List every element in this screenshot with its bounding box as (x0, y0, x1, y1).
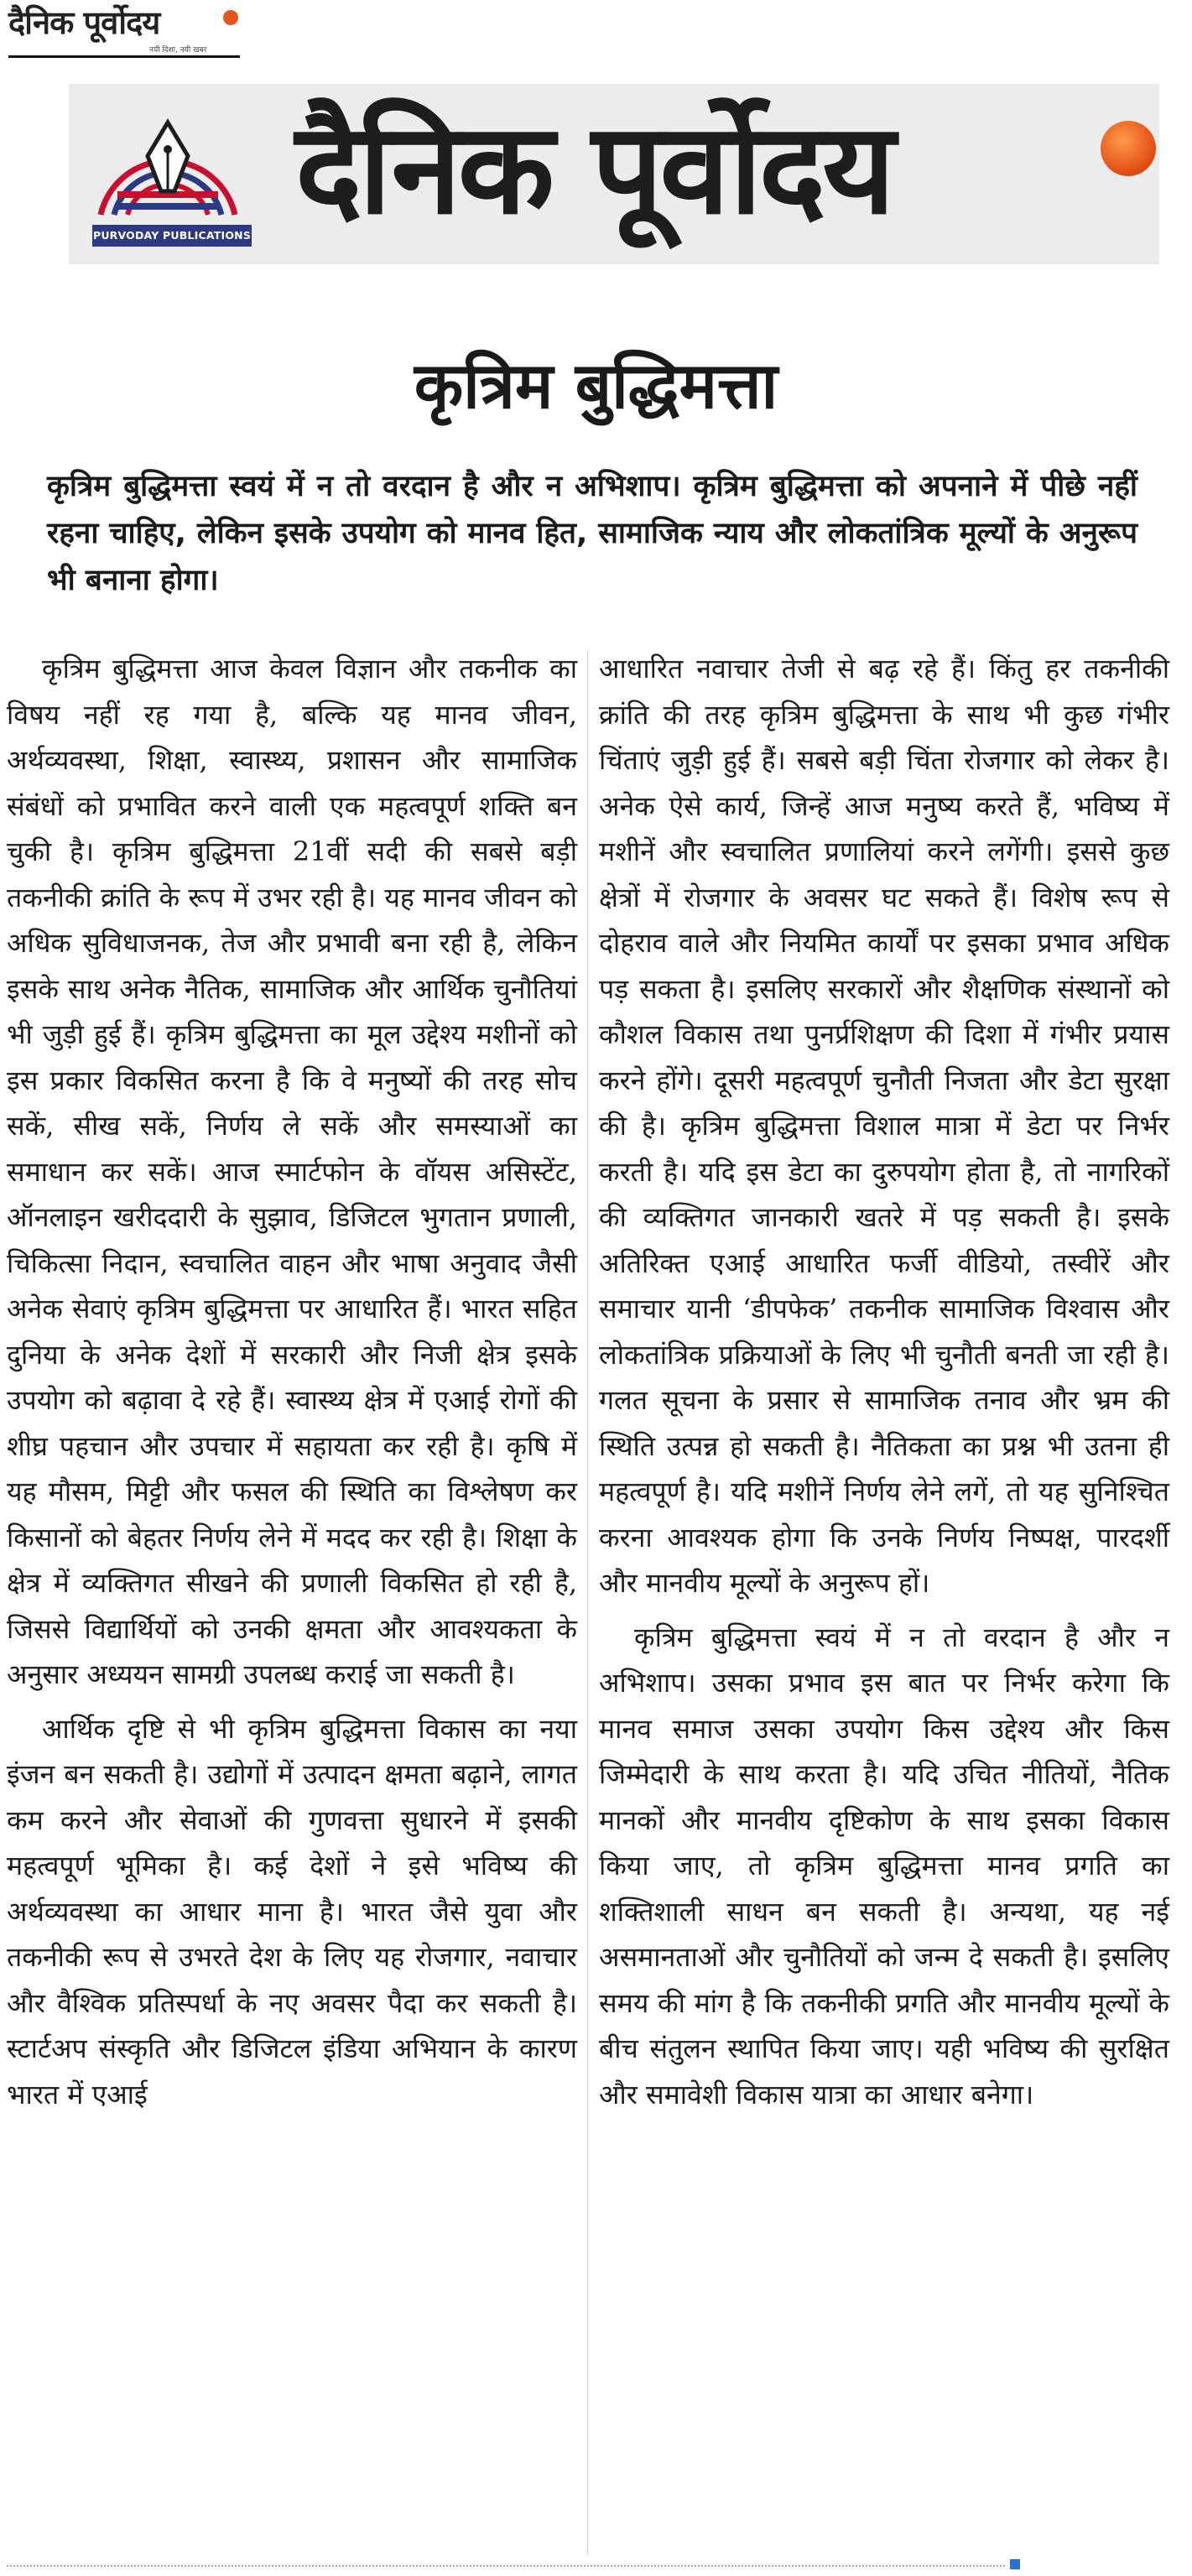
masthead-rule (8, 55, 240, 58)
sun-dot-icon (1101, 121, 1156, 176)
paragraph: कृत्रिम बुद्धिमत्ता स्वयं में न तो वरदान है और न अभिशाप। उसका प्रभाव इस बात पर निर्भर करेगा कि मानव समाज उसका उपयोग किस उद्देश्य और किस जिम्मेदारी के साथ करता है। यदि उचित नीतियों, नैतिक मानकों और मानवीय दृष्टिकोण के साथ इसका विकास किया जाए, तो कृत्रिम बुद्धिमत्ता मानव प्रगति का शक्तिशाली साधन बन सकती है। अन्यथा, यह नई असमानताओं और चुनौतियों को जन्म दे सकती है। इसलिए समय की मांग है कि तकनीकी प्रगति और मानवीय मूल्यों के बीच संतुलन स्थापित किया जाए। यही भविष्य की सुरक्षित और समावेशी विकास यात्रा का आधार बनेगा। (599, 1621, 1169, 2110)
top-masthead (8, 3, 243, 59)
masthead-name: दैनिक पूर्वोदय (8, 4, 160, 41)
footer-mark-icon (1010, 2559, 1020, 2569)
paragraph: आर्थिक दृष्टि से भी कृत्रिम बुद्धिमत्ता विकास का नया इंजन बन सकती है। उद्योगों में उत्पादन क्षमता बढ़ाने, लागत कम करने और सेवाओं की गुणवत्ता सुधारने में इसकी महत्वपूर्ण भूमिका है। कई देशों ने इसे भविष्य की अर्थव्यवस्था का आधार माना है। भारत जैसे युवा और तकनीकी रूप से उभरते देश के लिए यह रोजगार, नवाचार और वैश्विक प्रतिस्पर्धा के नए अवसर पैदा कर सकती है। स्टार्टअप संस्कृति और डिजिटल इंडिया अभियान के कारण भारत में एआई (7, 1712, 577, 2110)
column-divider (587, 650, 588, 2554)
masthead-dot-icon (223, 10, 238, 25)
banner (69, 84, 1159, 264)
banner-title: दैनिक पूर्वोदय (295, 96, 893, 242)
paragraph-continued: आधारित नवाचार तेजी से बढ़ रहे हैं। किंतु हर तकनीकी क्रांति की तरह कृत्रिम बुद्धिमत्ता के साथ भी कुछ गंभीर चिंताएं जुड़ी हुई हैं। सबसे बड़ी चिंता रोजगार को लेकर है। अनेक ऐसे कार्य, जिन्हें आज मनुष्य करते हैं, भविष्य में मशीनें और स्वचालित प्रणालियां करने लगेंगी। इससे कुछ क्षेत्रों में रोजगार के अवसर घट सकते हैं। विशेष रूप से दोहराव वाले और नियमित कार्यों पर इसका प्रभाव अधिक पड़ सकता है। इसलिए सरकारों और शैक्षणिक संस्थानों को कौशल विकास तथा पुनर्प्रशिक्षण की दिशा में गंभीर प्रयास करने होंगे। दूसरी महत्वपूर्ण चुनौती निजता और डेटा सुरक्षा की है। कृत्रिम बुद्धिमत्ता विशाल मात्रा में डेटा पर निर्भर करती है। यदि इस डेटा का दुरुपयोग होता है, तो नागरिकों की व्यक्तिगत जानकारी खतरे में पड़ सकती है। इसके अतिरिक्त एआई आधारित फर्जी वीडियो, तस्वीरें और समाचार यानी ‘डीपफेक’ तकनीक सामाजिक विश्वास और लोकतांत्रिक प्रक्रियाओं के लिए भी चुनौती बनती जा रही है। गलत सूचना के प्रसार से सामाजिक तनाव और भ्रम की स्थिति उत्पन्न हो सकती है। नैतिकता का प्रश्न भी उतना ही महत्वपूर्ण है। यदि मशीनें निर्णय लेने लगें, तो यह सुनिश्चित करना आवश्यक होगा कि उनके निर्णय निष्पक्ष, पारदर्शी और मानवीय मूल्यों के अनुरूप हों। (599, 653, 1169, 1599)
paragraph: कृत्रिम बुद्धिमत्ता आज केवल विज्ञान और तकनीक का विषय नहीं रह गया है, बल्कि यह मानव जीवन, अर्थव्यवस्था, शिक्षा, स्वास्थ्य, प्रशासन और सामाजिक संबंधों को प्रभावित करने वाली एक महत्वपूर्ण शक्ति बन चुकी है। कृत्रिम बुद्धिमत्ता 21वीं सदी की सबसे बड़ी तकनीकी क्रांति के रूप में उभर रही है। यह मानव जीवन को अधिक सुविधाजनक, तेज और प्रभावी बना रही है, लेकिन इसके साथ अनेक नैतिक, सामाजिक और आर्थिक चुनौतियां भी जुड़ी हुई हैं। कृत्रिम बुद्धिमत्ता का मूल उद्देश्य मशीनों को इस प्रकार विकसित करना है कि वे मनुष्यों की तरह सोच सकें, सीख सकें, निर्णय ले सकें और समस्याओं का समाधान कर सकें। आज स्मार्टफोन के वॉयस असिस्टेंट, ऑनलाइन खरीददारी के सुझाव, डिजिटल भुगतान प्रणाली, चिकित्सा निदान, स्वचालित वाहन और भाषा अनुवाद जैसी अनेक सेवाएं कृत्रिम बुद्धिमत्ता पर आधारित हैं। भारत सहित दुनिया के अनेक देशों में सरकारी और निजी क्षेत्र इसके उपयोग को बढ़ावा दे रहे हैं। स्वास्थ्य क्षेत्र में एआई रोगों की शीघ्र पहचान और उपचार में सहायता कर रही है। कृषि में यह मौसम, मिट्टी और फसल की स्थिति का विश्लेषण कर किसानों को बेहतर निर्णय लेने में मदद कर रही है। शिक्षा के क्षेत्र में व्यक्तिगत सीखने की प्रणाली विकसित हो रही है, जिससे विद्यार्थियों को उनकी क्षमता और आवश्यकता के अनुसार अध्ययन सामग्री उपलब्ध कराई जा सकती है। (7, 653, 577, 1690)
article-headline: कृत्रिम बुद्धिमत्ता (414, 348, 778, 423)
left-column (7, 646, 577, 2117)
right-column (599, 646, 1169, 2117)
article-deck: कृत्रिम बुद्धिमत्ता स्वयं में न तो वरदान है और न अभिशाप। कृत्रिम बुद्धिमत्ता को अपनाने में पीछे नहीं रहना चाहिए, लेकिन इसके उपयोग को मानव हित, सामाजिक न्याय और लोकतांत्रिक मूल्यों के अनुरूप भी बनाना होगा। (47, 470, 1137, 597)
masthead-tagline: नयी दिशा, नयी खबर (149, 46, 207, 55)
pen-nib-icon (84, 107, 252, 225)
publication-logo (84, 107, 252, 248)
logo-text: PURVODAY PUBLICATIONS (92, 225, 252, 247)
footer-rule (7, 2565, 1005, 2567)
